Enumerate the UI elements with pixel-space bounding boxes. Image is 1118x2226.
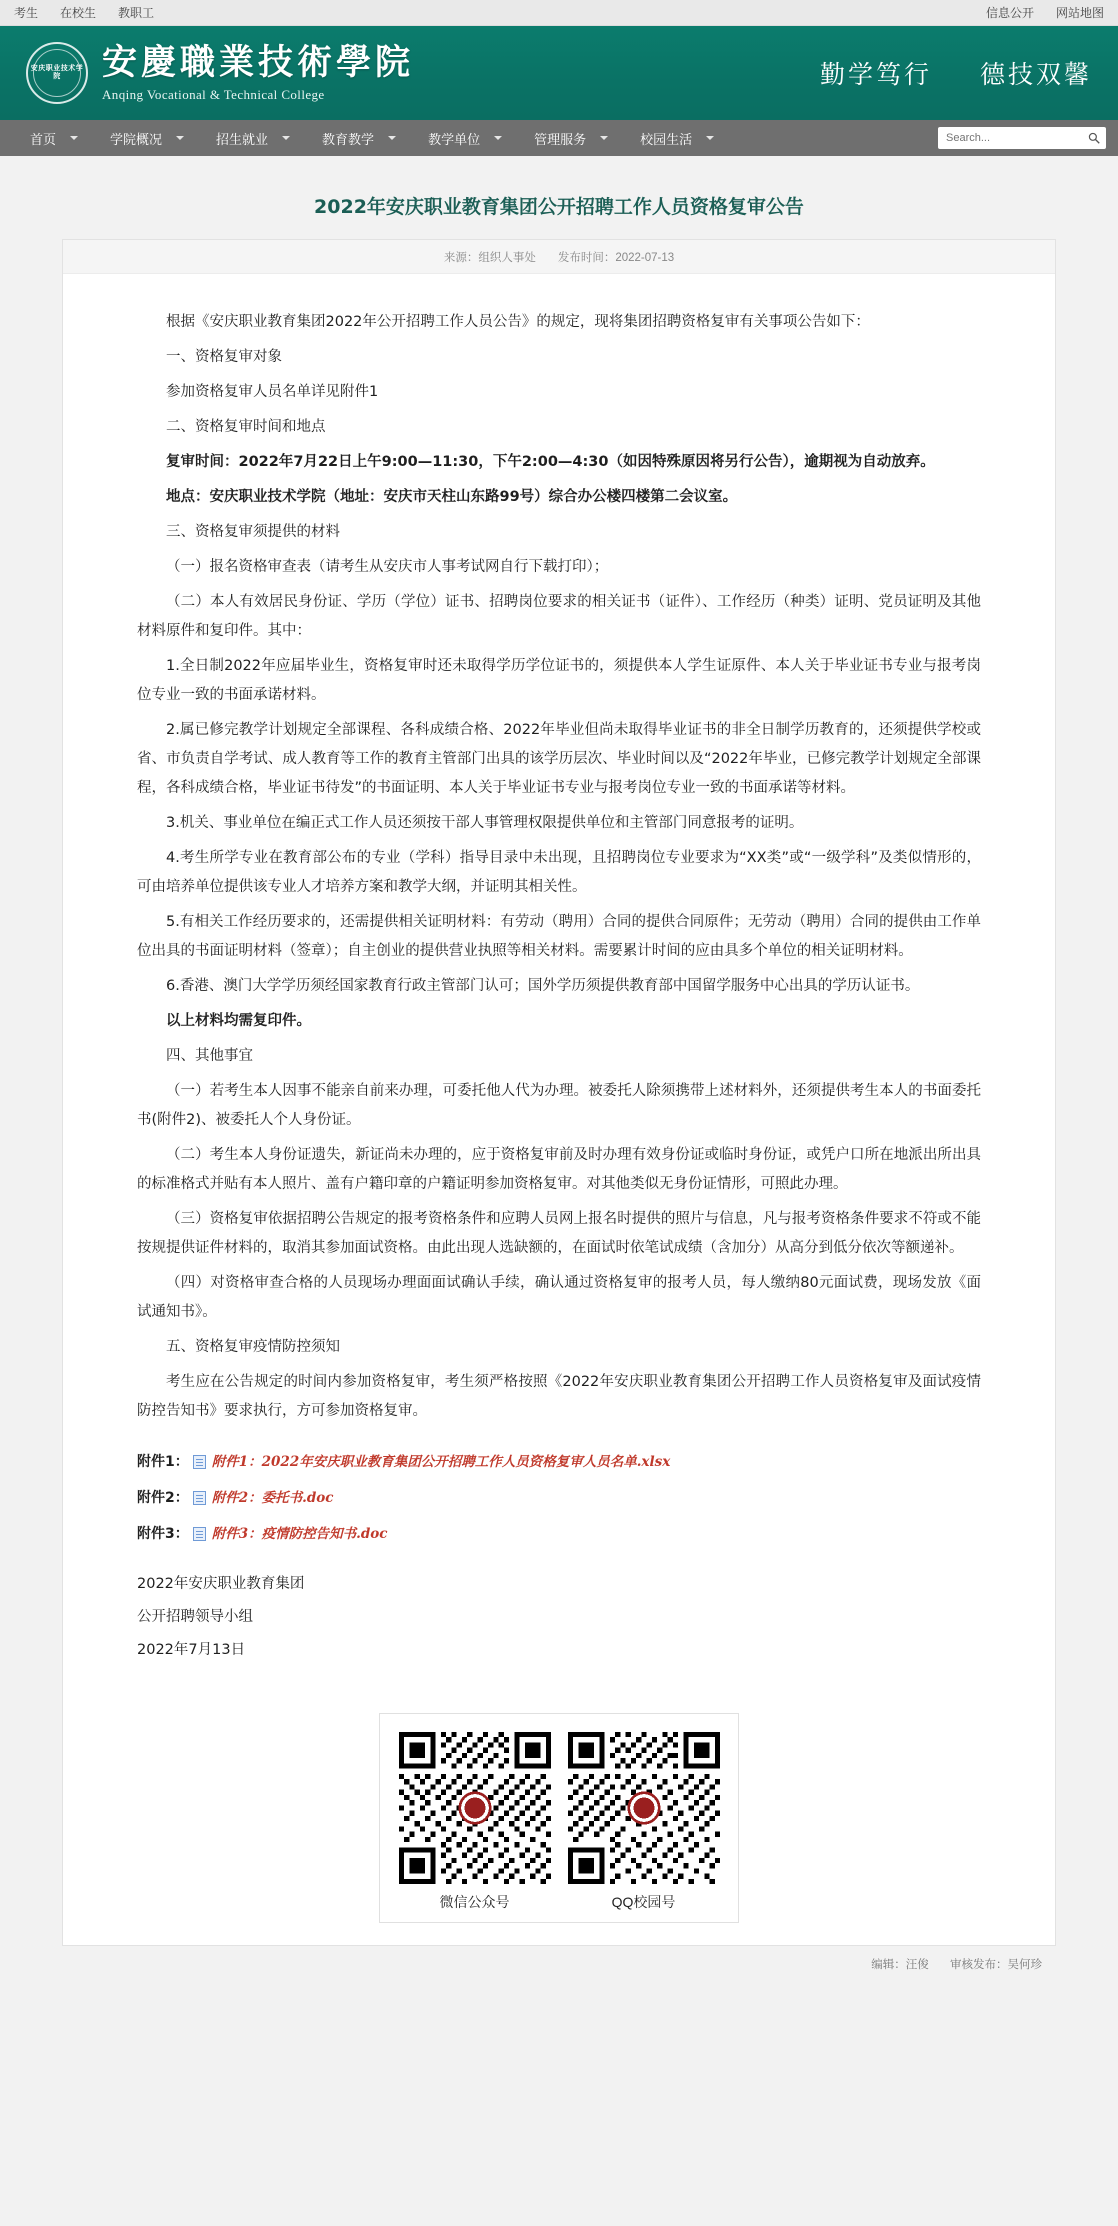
attachment-row <box>137 1484 981 1512</box>
nav-item-overview-label: 学院概况 <box>110 131 163 147</box>
qq-qr-code-icon <box>568 1732 720 1884</box>
paragraph: （一）报名资格审查表（请考生从安庆市人事考试网自行下载打印）； <box>166 559 609 575</box>
chevron-down-icon <box>176 136 184 140</box>
paragraph: 2.属已修完教学计划规定全部课程、各科成绩合格、2022年毕业但尚未取得毕业证书的非全日制学历教育的，还须提供学校或省、市负责自学考试、成人教育等工作的教育主管部门出具的该学历层次、毕业时间以及“2022年毕业，已修完教学计划规定全部课程，各科成绩合格，毕业证书待发”的书面证明、本人关于毕业证书专业与报考岗位专业一致的书面承诺等材料。 <box>137 722 981 796</box>
nav-item-admissions[interactable] <box>200 120 306 156</box>
nav-item-campus-life-label: 校园生活 <box>640 131 693 147</box>
paragraph: 3.机关、事业单位在编正式工作人员还须按干部人事管理权限提供单位和主管部门同意报考的证明。 <box>166 815 804 831</box>
college-seal-text: 安庆职业技术学院 <box>30 65 84 80</box>
excel-file-icon <box>193 1455 206 1469</box>
utility-bar-left <box>14 4 154 21</box>
main-navigation <box>0 120 1118 156</box>
site-search[interactable] <box>938 127 1106 149</box>
paragraph: 四、其他事宜 <box>166 1048 253 1064</box>
footer-editor: 编辑：汪俊 <box>871 1959 929 1971</box>
paragraph: （三）资格复审依据招聘公告规定的报考资格条件和应聘人员网上报名时提供的照片与信息，凡与报考资格条件要求不符或不能按规提供证件材料的，取消其参加面试资格。由此出现人选缺额的，在面试时依笔试成绩（含加分）从高分到低分依次等额递补。 <box>137 1211 981 1256</box>
wechat-qr-code-icon <box>399 1732 551 1884</box>
utility-link-examinee[interactable]: 考生 <box>14 6 39 20</box>
signature-block <box>137 1570 981 1665</box>
article-footer <box>62 1956 1056 1982</box>
qr-cell-qq <box>568 1732 720 1912</box>
signature-line: 2022年7月13日 <box>137 1642 246 1658</box>
utility-bar <box>0 0 1118 26</box>
paragraph: 五、资格复审疫情防控须知 <box>166 1339 340 1355</box>
nav-item-home[interactable] <box>14 120 94 156</box>
bottom-spacer <box>0 1982 1118 1996</box>
school-name-cn: 安慶職業技術學院 <box>102 42 415 84</box>
attachment-link[interactable]: 附件3：疫情防控告知书.doc <box>211 1525 388 1542</box>
paragraph: 一、资格复审对象 <box>166 349 282 365</box>
paragraph: 参加资格复审人员名单详见附件1 <box>166 384 379 400</box>
footer-reviewer: 审核发布：吴何珍 <box>950 1959 1042 1971</box>
paragraph: 6.香港、澳门大学学历须经国家教育行政主管部门认可；国外学历须提供教育部中国留学服务中心出具的学历认证书。 <box>166 978 920 994</box>
paragraph: （二）考生本人身份证遗失，新证尚未办理的，应于资格复审前及时办理有效身份证或临时身份证，或凭户口所在地派出所出具的标准格式并贴有本人照片、盖有户籍印章的户籍证明参加资格复审。对其他类似无身份证情形，可照此办理。 <box>137 1147 981 1192</box>
nav-item-education[interactable] <box>306 120 412 156</box>
utility-link-info-disclosure[interactable]: 信息公开 <box>985 6 1034 20</box>
qr-caption-wechat: 微信公众号 <box>439 1894 510 1910</box>
paragraph: 考生应在公告规定的时间内参加资格复审，考生须严格按照《2022年安庆职业教育集团公开招聘工作人员资格复审及面试疫情防控告知书》要求执行，方可参加资格复审。 <box>137 1374 981 1419</box>
attachment-link[interactable]: 附件1：2022年安庆职业教育集团公开招聘工作人员资格复审人员名单.xlsx <box>211 1453 671 1470</box>
nav-item-departments[interactable] <box>412 120 518 156</box>
attachment-row <box>137 1520 981 1548</box>
paragraph: （四）对资格审查合格的人员现场办理面面试确认手续，确认通过资格复审的报考人员，每人缴纳80元面试费，现场发放《面试通知书》。 <box>137 1275 981 1320</box>
attachment-label: 附件1： <box>137 1454 189 1470</box>
chevron-down-icon <box>494 136 502 140</box>
slogan-part-2: 德技双馨 <box>979 60 1092 89</box>
nav-item-campus-life[interactable] <box>624 120 730 156</box>
site-logo[interactable] <box>26 42 414 104</box>
paragraph: （二）本人有效居民身份证、学历（学位）证书、招聘岗位要求的相关证书（证件）、工作经历（种类）证明、党员证明及其他材料原件和复印件。其中： <box>137 594 981 639</box>
page-content <box>0 156 1118 1996</box>
signature-line: 2022年安庆职业教育集团 <box>137 1576 305 1592</box>
site-banner <box>0 26 1118 120</box>
article-meta <box>63 240 1055 274</box>
article-card <box>62 239 1056 1946</box>
college-seal-icon <box>26 42 88 104</box>
word-file-icon <box>193 1491 206 1505</box>
qr-code-panel <box>379 1713 739 1923</box>
paragraph: 根据《安庆职业教育集团2022年公开招聘工作人员公告》的规定，现将集团招聘资格复审有关事项公告如下： <box>166 314 870 330</box>
attachment-row <box>137 1448 981 1476</box>
paragraph: 三、资格复审须提供的材料 <box>166 524 340 540</box>
attachment-list <box>137 1448 981 1548</box>
chevron-down-icon <box>388 136 396 140</box>
school-name-en: Anqing Vocational & Technical College <box>102 86 325 102</box>
paragraph: 地点：安庆职业技术学院（地址：安庆市天柱山东路99号）综合办公楼四楼第二会议室。 <box>166 489 738 505</box>
utility-link-sitemap[interactable]: 网站地图 <box>1055 6 1104 20</box>
nav-item-overview[interactable] <box>94 120 200 156</box>
paragraph: 二、资格复审时间和地点 <box>166 419 326 435</box>
paragraph: 1.全日制2022年应届毕业生，资格复审时还未取得学历学位证书的，须提供本人学生证原件、本人关于毕业证书专业与报考岗位专业一致的书面承诺材料。 <box>137 658 981 703</box>
article-source: 来源：组织人事处 <box>443 251 536 264</box>
signature-line: 公开招聘领导小组 <box>137 1609 253 1625</box>
utility-link-staff[interactable]: 教职工 <box>118 6 155 20</box>
attachment-link[interactable]: 附件2：委托书.doc <box>211 1489 334 1506</box>
attachment-label: 附件2： <box>137 1490 189 1506</box>
utility-bar-right <box>986 4 1104 21</box>
qr-caption-qq: QQ校园号 <box>611 1894 676 1910</box>
utility-link-student[interactable]: 在校生 <box>60 6 97 20</box>
search-icon[interactable] <box>1088 132 1100 144</box>
attachment-label: 附件3： <box>137 1526 189 1542</box>
nav-item-education-label: 教育教学 <box>322 131 375 147</box>
chevron-down-icon <box>70 136 78 140</box>
nav-item-management[interactable] <box>518 120 624 156</box>
paragraph: 以上材料均需复印件。 <box>166 1013 311 1029</box>
paragraph: （一）若考生本人因事不能亲自前来办理，可委托他人代为办理。被委托人除须携带上述材料外，还须提供考生本人的书面委托书(附件2)、被委托人个人身份证。 <box>137 1083 981 1128</box>
nav-item-departments-label: 教学单位 <box>428 131 481 147</box>
slogan-part-1: 勤学笃行 <box>819 60 932 89</box>
nav-item-admissions-label: 招生就业 <box>216 131 269 147</box>
word-file-icon <box>193 1527 206 1541</box>
search-input[interactable] <box>944 131 1088 145</box>
article-body <box>63 274 1055 1679</box>
banner-slogan <box>820 55 1092 91</box>
article-publish-time: 发布时间：2022-07-13 <box>557 251 675 264</box>
page-title: 2022年安庆职业教育集团公开招聘工作人员资格复审公告 <box>314 196 804 218</box>
nav-item-management-label: 管理服务 <box>534 131 587 147</box>
chevron-down-icon <box>600 136 608 140</box>
chevron-down-icon <box>706 136 714 140</box>
chevron-down-icon <box>282 136 290 140</box>
paragraph: 复审时间：2022年7月22日上午9:00—11:30，下午2:00—4:30（如因特殊原因将另行公告），逾期视为自动放弃。 <box>166 454 935 470</box>
nav-item-home-label: 首页 <box>30 131 57 147</box>
paragraph: 5.有相关工作经历要求的，还需提供相关证明材料：有劳动（聘用）合同的提供合同原件；无劳动（聘用）合同的提供由工作单位出具的书面证明材料（签章）；自主创业的提供营业执照等相关材料。需要累计时间的应由具多个单位的相关证明材料。 <box>137 914 981 959</box>
paragraph: 4.考生所学专业在教育部公布的专业（学科）指导目录中未出现，且招聘岗位专业要求为“XX类”或“一级学科”及类似情形的，可由培养单位提供该专业人才培养方案和教学大纲，并证明其相关性。 <box>137 850 981 895</box>
qr-cell-wechat <box>399 1732 551 1912</box>
